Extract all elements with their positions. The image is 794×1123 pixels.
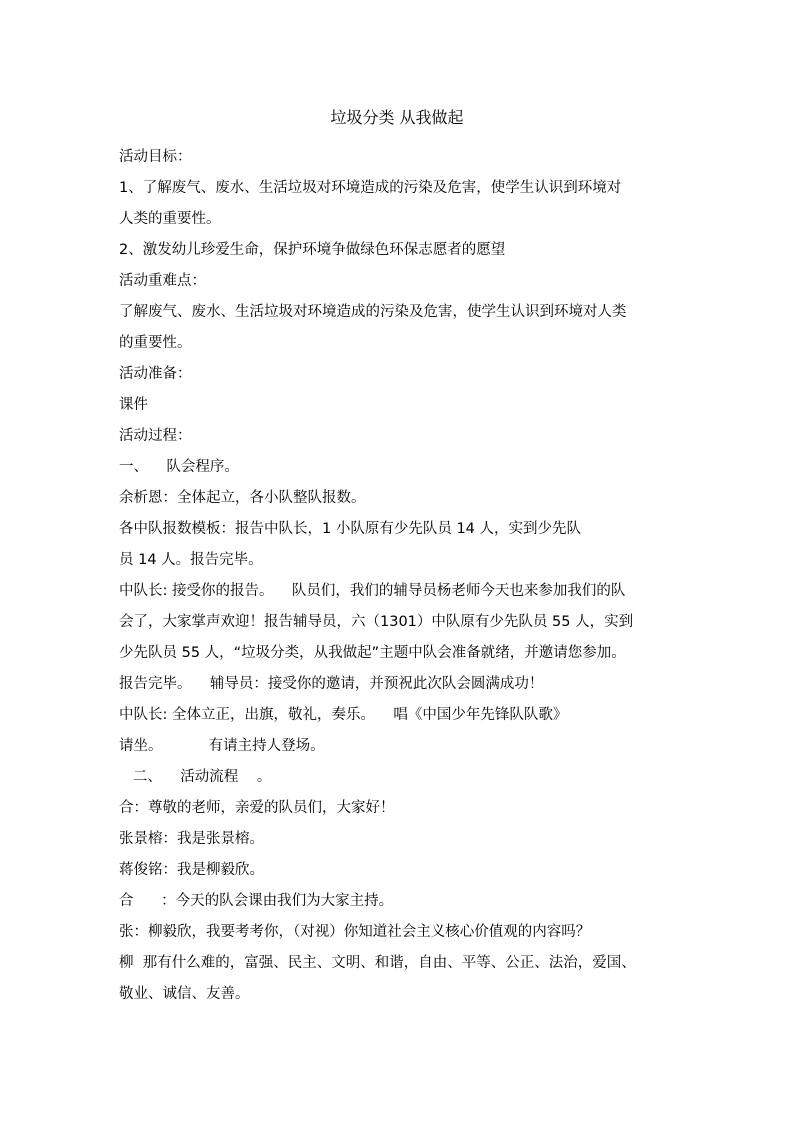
text-line: 一、 队会程序。 <box>119 459 239 475</box>
text-line: 中队长: 接受你的报告。 队员们，我们的辅导员杨老师今天也来参加我们的队 <box>119 583 626 599</box>
text-line: 合 ：今天的队会课由我们为大家主持。 <box>119 893 394 909</box>
text-line: 蒋俊铭：我是柳毅欣。 <box>119 862 264 878</box>
text-line: 活动准备： <box>119 366 192 382</box>
text-line: 余析恩：全体起立，各小队整队报数。 <box>119 490 366 506</box>
text-line: 张景榕：我是张景榕。 <box>119 831 264 847</box>
text-line: 1、了解废气、废水、生活垃圾对环境造成的污染及危害，使学生认识到环境对 <box>119 180 622 196</box>
text-line: 2、激发幼儿珍爱生命，保护环境争做绿色环保志愿者的愿望 <box>119 242 506 258</box>
document-title: 垃圾分类 从我做起 <box>330 108 464 127</box>
text-line: 柳 那有什么难的，富强、民主、文明、和谐，自由、平等、公正、法治，爱国、 <box>119 955 636 971</box>
text-line: 中队长: 全体立正，出旗，敬礼，奏乐。 唱《中国少年先锋队队歌》 <box>119 707 568 723</box>
text-line: 的重要性。 <box>119 335 192 351</box>
text-line: 敬业、诚信、友善。 <box>119 986 250 1002</box>
text-line: 二、 活动流程 。 <box>119 769 272 785</box>
text-line: 了解废气、废水、生活垃圾对环境造成的污染及危害，使学生认识到环境对人类 <box>119 304 627 320</box>
text-line: 活动目标： <box>119 149 192 165</box>
text-line: 活动重难点： <box>119 273 206 289</box>
text-line: 员 14 人。报告完毕。 <box>119 552 263 568</box>
text-line: 少先队员 55 人，“垃圾分类，从我做起”主题中队会准备就绪，并邀请您参加。 <box>119 645 626 661</box>
text-line: 各中队报数模板：报告中队长，1 小队原有少先队员 14 人，实到少先队 <box>119 521 582 537</box>
text-line: 人类的重要性。 <box>119 211 221 227</box>
text-line: 报告完毕。 辅导员：接受你的邀请，并预祝此次队会圆满成功！ <box>119 676 544 692</box>
document-body <box>119 142 679 1010</box>
text-line: 张：柳毅欣，我要考考你，（对视）你知道社会主义核心价值观的内容吗？ <box>119 924 591 940</box>
text-line: 合：尊敬的老师，亲爱的队员们，大家好！ <box>119 800 395 816</box>
text-line: 课件 <box>119 397 148 413</box>
text-line: 会了，大家掌声欢迎！报告辅导员，六（1301）中队原有少先队员 55 人，实到 <box>119 614 634 630</box>
text-line: 请坐。 有请主持人登场。 <box>119 738 325 754</box>
text-line: 活动过程： <box>119 428 192 444</box>
